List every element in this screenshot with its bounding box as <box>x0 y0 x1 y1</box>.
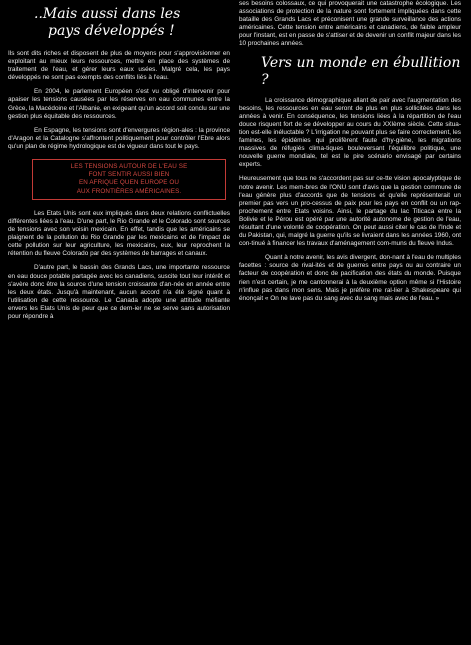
paragraph-demography: La croissance démographique allant de pair avec l'augmentation des besoins, les ressources en eau seront de plus en plus sollicitées dans les années à venir. En conséquence, les tensions liées à la répartition de l'eau douce risquent fort de se développer au cours du XXIème siècle. Cette situa-tion est-elle inéluctable ? L'irrigation ne pouvant plus se faire correctement, les famines, les épidémies qui prolifèrent faute d'hy-giène, les migrations massives de réfugiés clima-tiques bouleversant l'équilibre politique, une nouvelle guerre mondiale, tel est le pire scénario envisagé par certains experts. <box>239 96 461 169</box>
right-column <box>239 0 461 645</box>
paragraph-great-lakes-continued: ses besoins colossaux, ce qui provoquerait une catastrophe écologique. Les associations de protection de la nature sont fortement impliquées dans cette bataille des Grands Lacs et préconisent une grande surveillance des actions américaines. Cette tension entre américains et canadiens, de faible ampleur pour l'instant, est en passe de s'attiser et de devenir un conflit majeur dans les 10 prochaines années. <box>239 0 461 48</box>
paragraph-conclusion: Quant à notre avenir, les avis divergent, don-nant à l'eau de multiples facettes : source de rival-ités et de guerres entre pays ou au contraire un facteur de coopération et donc de pacification des états du monde. Puisque rien n'est certain, je me cantonnerai à la deuxième option même si l'Histoire n'influe pas dans mon sens. Mais je préfère me ral-lier à Shakespeare qui énonçait « On ne lave pas du sang avec du sang mais avec de l'eau. » <box>239 254 461 302</box>
pull-quote <box>32 159 226 200</box>
pull-quote-line-1: LES TENSIONS AUTOUR DE L'EAU SE <box>70 163 188 171</box>
section-title-developed-countries <box>34 6 230 40</box>
title-line-1: ..Mais aussi dans les <box>34 6 181 22</box>
paragraph-onu: Heureusement que tous ne s'accordent pas sur ce-tte vision apocalyptique de notre avenir. Les mem-bres de l'ONU sont d'avis que la gestion commune de l'eau génère plus d'accords que de tensions et qu'elle représenterait un premier pas vers un pro-cessus de paix pour les pays en conflit ou un rap-prochement entre Etats voisins. Ainsi, le partage du lac Titicaca entre la Bolivie et le Pérou est opéré par une autorité autonome de gestion de l'eau, résultant d'une volonté de coopération. On peut aussi citer le cas de l'Inde et du Pakistan, qui, malgré la guerre qu'ils se livraient dans les années 1960, ont con-tinué à financer les travaux d'aménagement com-muns du fleuve Indus. <box>239 175 461 248</box>
paragraph-usa-mexico: Les Etats Unis sont eux impliqués dans deux relations conflictuelles différentes liées à l'eau. D'une part, le Rio Grande et le Colorado sont sources de tensions avec son voisin mexicain. En effet, tandis que les américains se plaignent de la pollution du Rio Grande par les mexicains et de l'impact de cette pollution sur leur agriculture, les mexicains, eux, leur reprochent la rétention du fleuve Colorado par des systèmes de barrages et canaux. <box>8 209 230 258</box>
title-line-2: pays développés ! <box>48 23 175 39</box>
pull-quote-line-2: FONT SENTIR AUSSI BIEN <box>88 171 170 179</box>
paragraph-intro: Ils sont dits riches et disposent de plus de moyens pour s'approvisionner en exploitant au mieux leurs ressources, mettre en place des systèmes de traitement de l'eau, et gérer leurs eaux usées. Malgré cela, les pays développés ne sont pas exempts des conflits liés à l'eau. <box>8 50 230 82</box>
paragraph-great-lakes: D'autre part, le bassin des Grands Lacs, une importante ressource en eau douce potable partagée avec les canadiens, suscite tout leur intérêt et s'avère donc être la source d'une tension croissante d'an-née en année entre les deux états. Jusqu'à maintenant, aucun accord n'a été signé quant à l'utilisation de cette ressource. Le Canada adopte une attitude méfiante envers les Etats Unis de peur que ce dern-ier ne se serve sans autorisation pour répondre à <box>8 264 230 320</box>
section-title-boiling-world: Vers un monde en ébullition ? <box>261 54 461 88</box>
pull-quote-line-4: AUX FRONTIÈRES AMÉRICAINES. <box>76 187 182 195</box>
paragraph-spain: En Espagne, les tensions sont d'envergures région-ales : la province d'Aragon et la Catalogne s'affrontent politiquement pour contrôler l'Ebre alors qu'un plan de régime hydrologique est de vigueur dans tout le pays. <box>8 126 230 150</box>
left-column <box>8 0 230 645</box>
paragraph-europe: En 2004, le parlement Européen s'est vu obligé d'intervenir pour apaiser les tensions causées par les réserves en eau communes entre la Grèce, la Macédoine et l'Albanie, en exigeant qu'un accord soit conclu sur une gestion plus équitable des ressources. <box>8 88 230 120</box>
pull-quote-line-3: EN AFRIQUE QUEN EUROPE OU <box>78 179 180 187</box>
